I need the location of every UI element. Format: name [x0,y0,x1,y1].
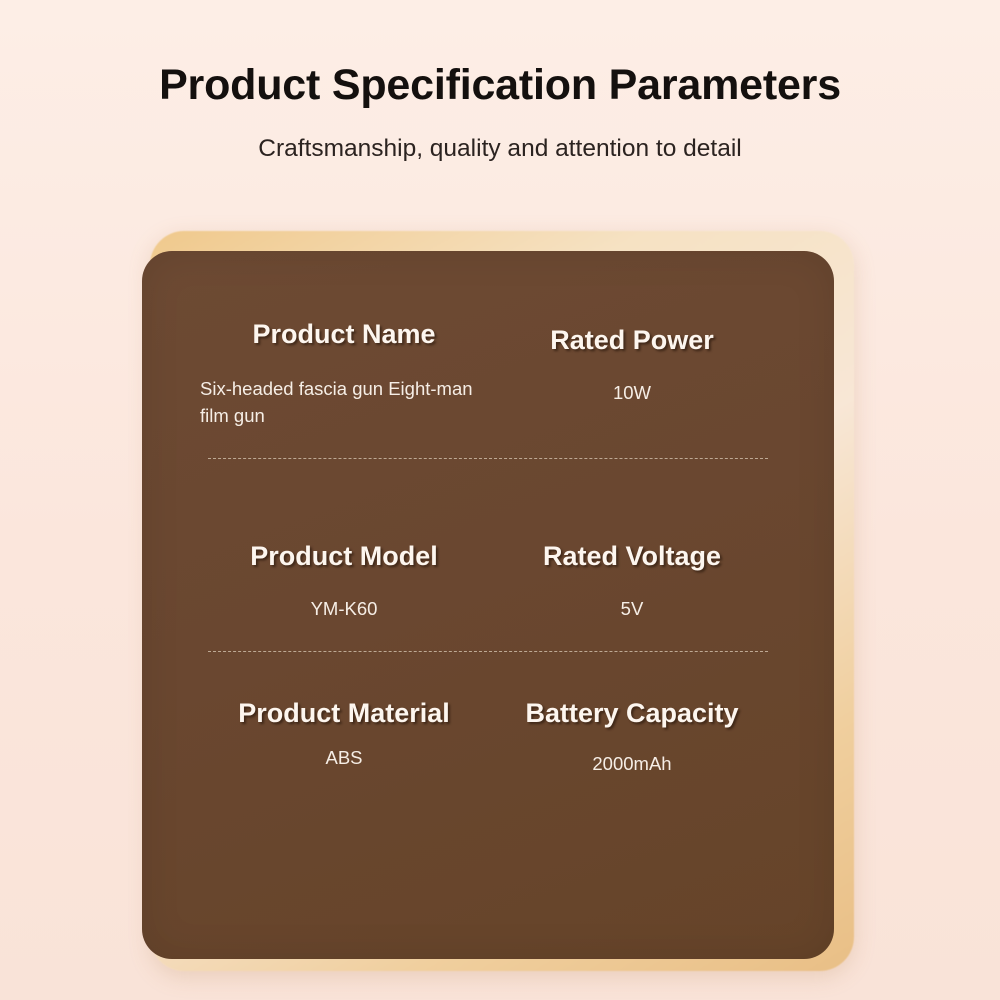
spec-value: 5V [620,598,644,620]
spec-label: Product Name [252,319,436,350]
row-divider [208,651,768,652]
table-row [194,319,782,430]
table-row [194,698,782,778]
spec-cell-rated-voltage [488,541,782,623]
spec-cell-product-model [194,541,488,623]
table-row [194,541,782,623]
spec-cell-product-name [194,319,488,430]
page-title: Product Specification Parameters [159,61,841,109]
page-header [0,0,1000,163]
spec-value: 2000mAh [592,752,672,774]
spec-label: Product Material [238,697,450,728]
spec-label: Rated Voltage [542,540,722,571]
spec-value: 10W [612,382,652,404]
specification-table [142,251,834,959]
row-divider [208,458,768,459]
specification-card [142,251,834,959]
spec-value: YM-K60 [310,598,378,620]
spec-cell-battery-capacity [488,698,782,778]
spec-value: Six-headed fascia gun Eight-man film gun [200,378,473,427]
spec-label: Rated Power [550,325,714,356]
page-subtitle: Craftsmanship, quality and attention to detail [258,135,742,163]
spec-label: Battery Capacity [525,697,739,728]
specification-card-wrapper [142,231,858,971]
spec-cell-product-material [194,698,488,778]
spec-value: ABS [325,746,363,768]
spec-label: Product Model [250,540,438,571]
spec-cell-rated-power [488,323,782,430]
